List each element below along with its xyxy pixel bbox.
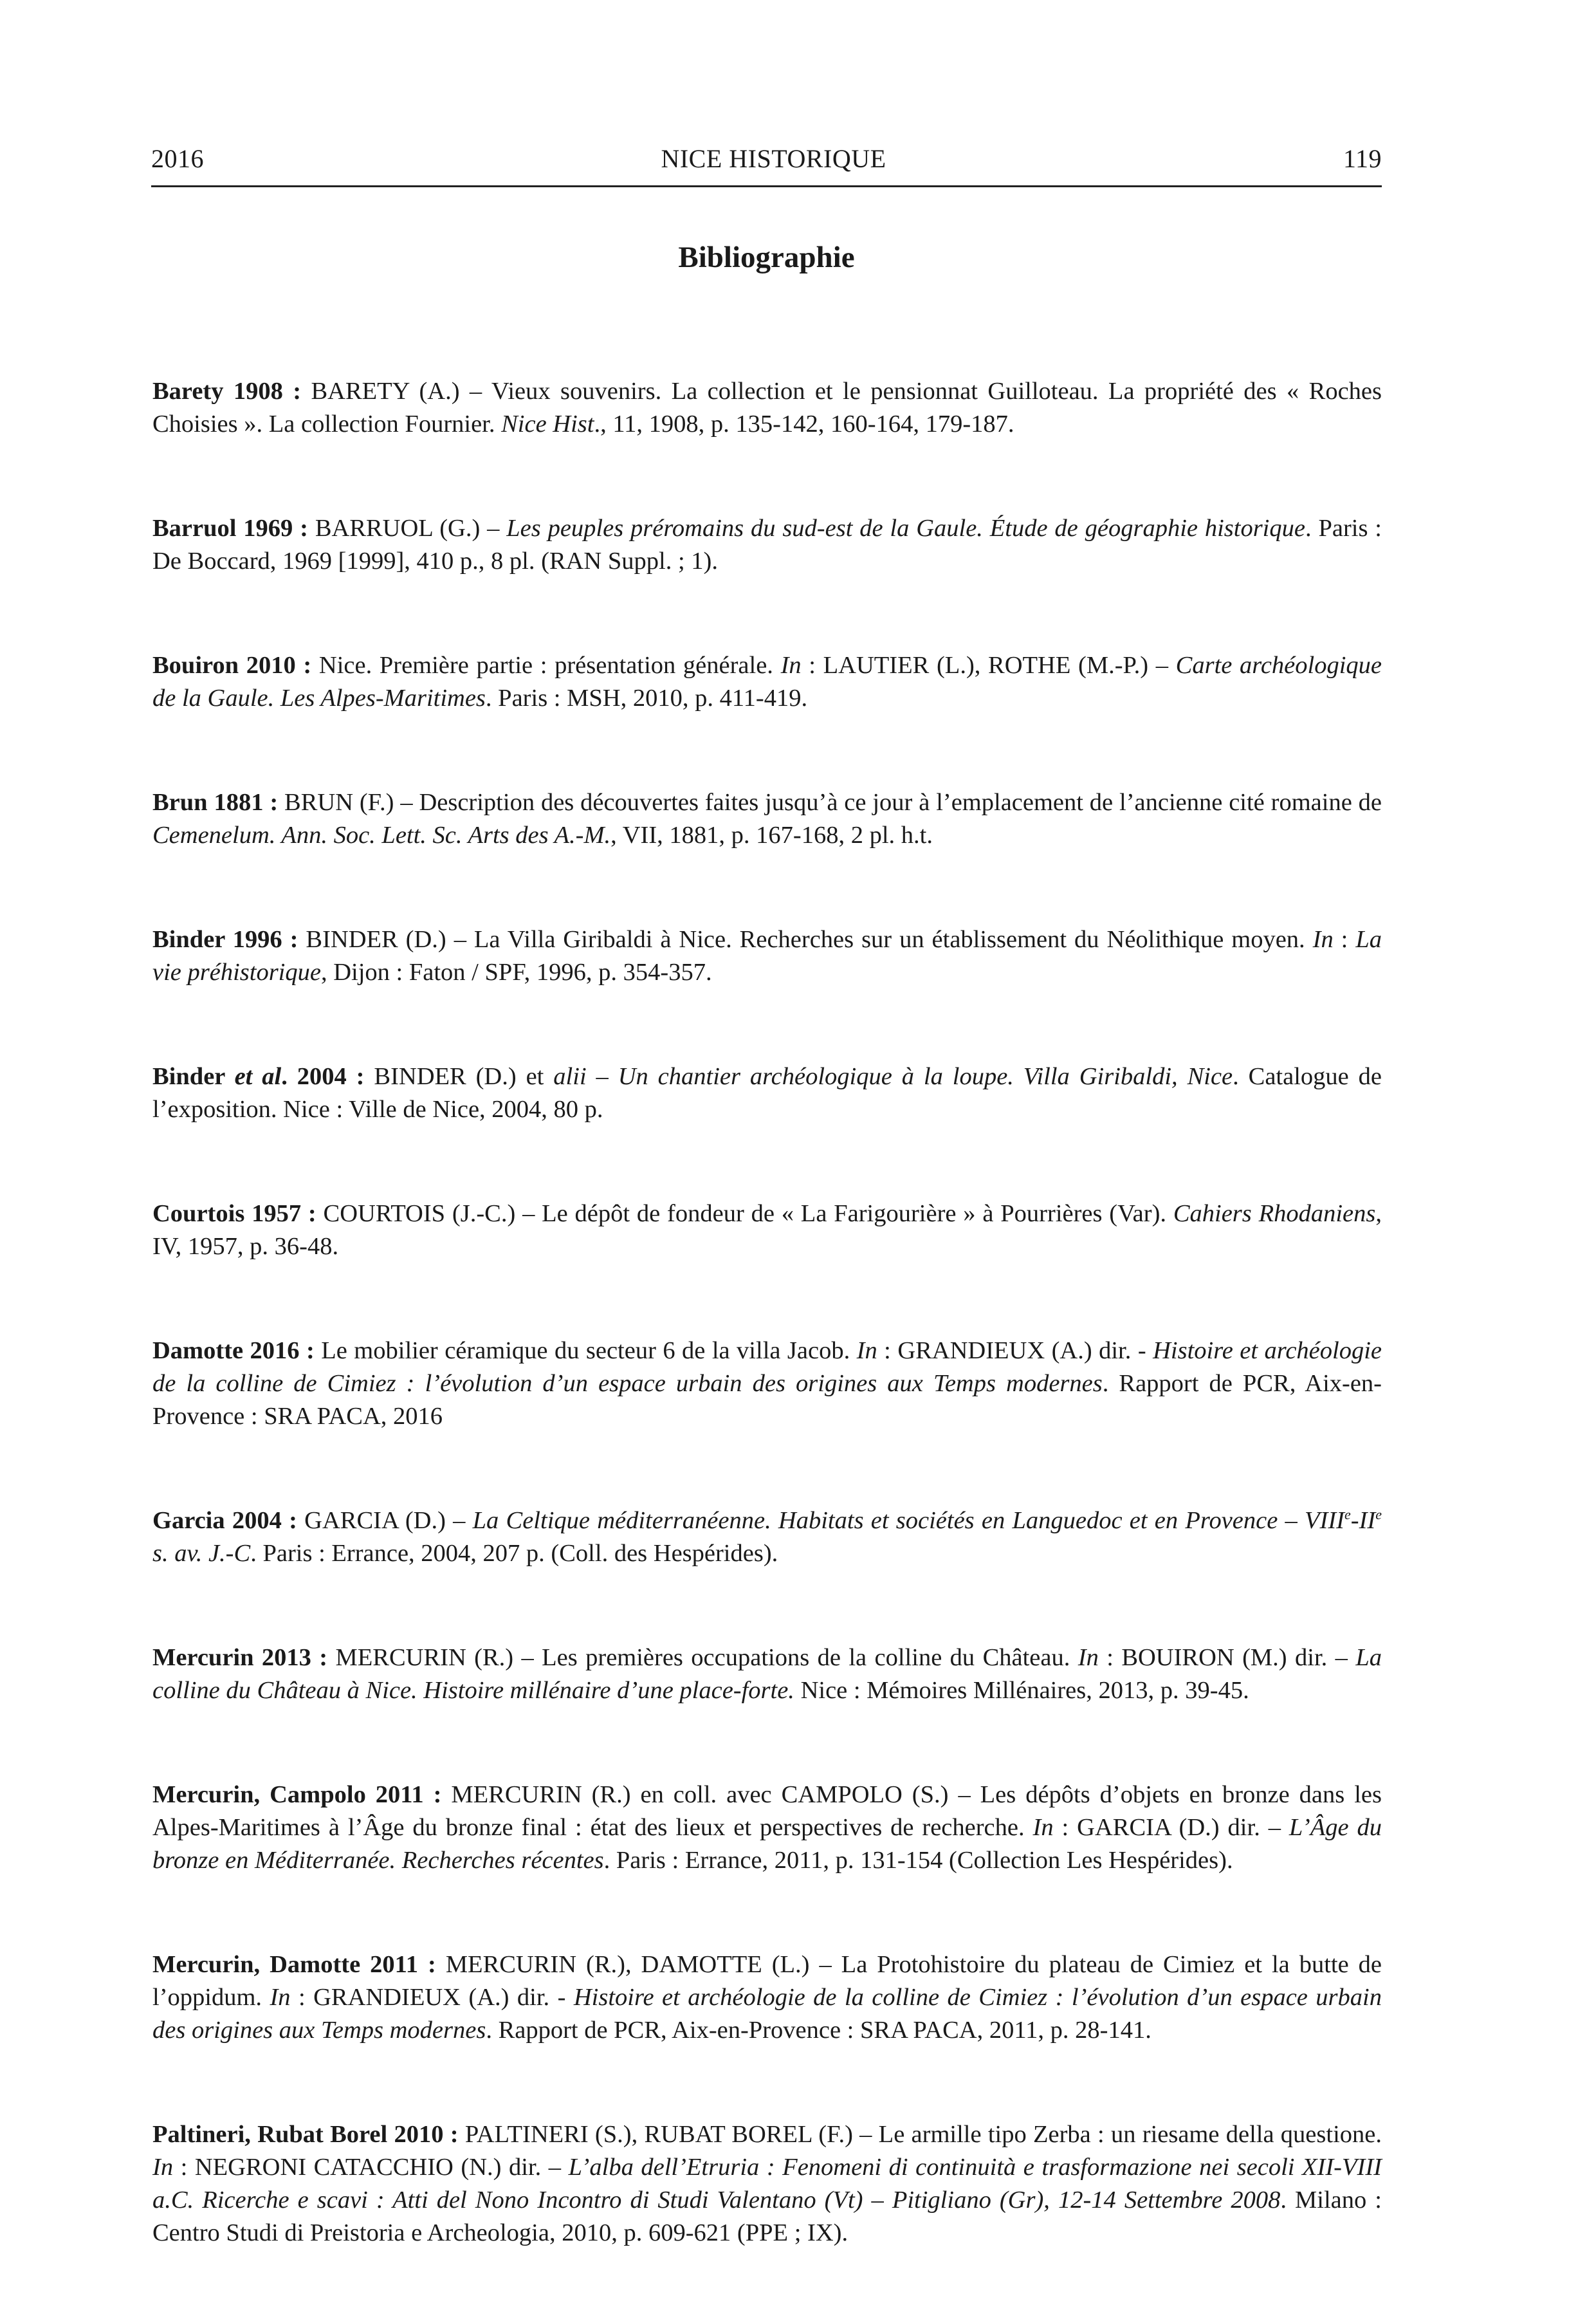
entry-key: Damotte 2016 : [152,1337,315,1364]
entry-italic-text: In [270,1984,291,2011]
entry-text: . Paris : Errance, 2004, 207 p. (Coll. des Hespérides). [250,1540,778,1567]
entry-text: . Catalogue de l’exposition. Nice : Ville de Nice, 2004, 80 p. [152,1063,1382,1123]
bibliography-entry [152,1197,1382,1263]
entry-text: : BOUIRON (M.) dir. – [1098,1644,1356,1671]
entry-key-italic: et al [234,1063,282,1090]
entry-italic-text: La Celtique méditerranéenne. Habitats et sociétés en Languedoc et en Provence – VIII [472,1507,1344,1534]
entry-italic-text: Cahiers Rhodaniens [1173,1200,1376,1227]
bibliography-entry [152,1060,1382,1126]
entry-italic-text: alii – Un chantier archéologique à la loupe. Villa Giribaldi, Nice [553,1063,1233,1090]
bibliography-entry [152,649,1382,715]
running-header [151,143,1382,187]
entry-key: Barety 1908 : [152,378,302,405]
section-title: Bibliographie [678,241,855,274]
entry-superscript: e [1375,1506,1382,1522]
entry-italic-text: In [152,2154,174,2181]
entry-key: Paltineri, Rubat Borel 2010 : [152,2121,459,2148]
entry-key: Courtois 1957 : [152,1200,316,1227]
bibliography-entry [152,1504,1382,1570]
entry-text: MERCURIN (R.) en coll. avec CAMPOLO (S.) – Les dépôts d’objets en bronze dans les Alpes-Maritimes à l’Âge du bronze final : état des lieux et perspectives de recherche. [152,1781,1382,1841]
entry-italic-text: Nice Hist [501,411,594,438]
entry-text: , VII, 1881, p. 167-168, 2 pl. h.t. [610,822,933,849]
entry-text: . Milano : Centro Studi di Preistoria e Archeologia, 2010, p. 609-621 (PPE ; IX). [152,2187,1382,2246]
entry-text: MERCURIN (R.), DAMOTTE (L.) – La Protohistoire du plateau de Cimiez et la butte de l’oppidum. [152,1951,1382,2011]
entry-italic-text: In [1312,926,1334,953]
entry-italic-text: Histoire et archéologie de la colline de Cimiez : l’évolution d’un espace urbain des origines aux Temps modernes [152,1337,1382,1397]
entry-text: . Paris : Errance, 2011, p. 131-154 (Collection Les Hespérides). [603,1847,1233,1874]
entry-italic-text: Les peuples préromains du sud-est de la Gaule. Étude de géographie historique [506,515,1305,542]
entry-italic-text: Carte archéologique de la Gaule. Les Alpes-Maritimes [152,652,1382,712]
entry-italic-text: In [1078,1644,1099,1671]
entry-text: BINDER (D.) – La Villa Giribaldi à Nice. Recherches sur un établissement du Néolithique moyen. [298,926,1313,953]
header-page-number: 119 [1343,144,1382,173]
entry-italic-text: In [1032,1814,1054,1841]
entry-italic-text: L’Âge du bronze en Méditerranée. Recherches récentes [152,1814,1382,1874]
entry-key: Binder [152,1063,235,1090]
entry-text: Le mobilier céramique du secteur 6 de la villa Jacob. [314,1337,857,1364]
entry-italic-text: s. av. J.-C [152,1540,251,1567]
entry-key: Mercurin 2013 : [152,1644,328,1671]
entry-text: Nice : Mémoires Millénaires, 2013, p. 39-45. [794,1677,1249,1704]
entry-text: Nice. Première partie : présentation générale. [311,652,781,679]
entry-italic-text: Histoire et archéologie de la colline de Cimiez : l’évolution d’un espace urbain des origines aux Temps modernes [152,1984,1382,2044]
entry-text: : GRANDIEUX (A.) dir. - [877,1337,1153,1364]
entry-key: Mercurin, Damotte 2011 : [152,1951,436,1978]
entry-key: Mercurin, Campolo 2011 : [152,1781,442,1808]
entry-text: . Rapport de PCR, Aix-en-Provence : SRA PACA, 2016 [152,1370,1382,1430]
entry-text: : LAUTIER (L.), ROTHE (M.-P.) – [801,652,1176,679]
entry-text: , IV, 1957, p. 36-48. [152,1200,1382,1260]
bibliography-entry [152,786,1382,852]
entry-text: GARCIA (D.) – [297,1507,473,1534]
entry-text: BARRUOL (G.) – [307,515,507,542]
entry-key: . 2004 : [281,1063,365,1090]
entry-italic-text: In [780,652,802,679]
entry-text: : GRANDIEUX (A.) dir. - [290,1984,574,2011]
bibliography-entry [152,2118,1382,2250]
entry-key: Bouiron 2010 : [152,652,312,679]
bibliography-entry [152,1335,1382,1433]
bibliography-entry [152,1641,1382,1707]
entry-key: Binder 1996 : [152,926,298,953]
entry-text: COURTOIS (J.-C.) – Le dépôt de fondeur de « La Farigourière » à Pourrières (Var). [316,1200,1173,1227]
bibliography-list [152,375,1382,2321]
entry-key: Garcia 2004 : [152,1507,297,1534]
header-year: 2016 [151,144,204,173]
entry-text: ., 11, 1908, p. 135-142, 160-164, 179-187. [594,411,1014,438]
entry-key: Barruol 1969 : [152,515,308,542]
entry-text: , Dijon : Faton / SPF, 1996, p. 354-357. [320,959,712,986]
entry-italic-text: In [856,1337,877,1364]
bibliography-entry [152,375,1382,441]
entry-text: MERCURIN (R.) – Les premières occupations de la colline du Château. [327,1644,1078,1671]
entry-text: . Rapport de PCR, Aix-en-Provence : SRA PACA, 2011, p. 28-141. [486,2017,1151,2044]
entry-text: : NEGRONI CATACCHIO (N.) dir. – [173,2154,569,2181]
bibliography-entry [152,1779,1382,1877]
entry-text: BRUN (F.) – Description des découvertes faites jusqu’à ce jour à l’emplacement de l’ancienne cité romaine de [278,789,1382,816]
entry-text: BINDER (D.) et [364,1063,554,1090]
entry-italic-text: La colline du Château à Nice. Histoire millénaire d’une place-forte. [152,1644,1382,1704]
entry-text: PALTINERI (S.), RUBAT BOREL (F.) – Le armille tipo Zerba : un riesame della questione. [458,2121,1382,2148]
entry-italic-text: Cemenelum. Ann. Soc. Lett. Sc. Arts des A.-M. [152,822,611,849]
entry-key: Brun 1881 : [152,789,279,816]
entry-text: : GARCIA (D.) dir. – [1053,1814,1289,1841]
entry-text: BARETY (A.) – Vieux souvenirs. La collection et le pensionnat Guilloteau. La propriété des « Roches Choisies ». La collection Fournier. [152,378,1382,438]
bibliography-entry [152,512,1382,578]
entry-italic-text: L’alba dell’Etruria : Fenomeni di continuità e trasformazione nei secoli XII-VIII a.C. Ricerche e scavi : Atti del Nono Incontro di Studi Valentano (Vt) – Pitigliano (Gr), 12-14 Settembre 2008 [152,2154,1382,2214]
entry-superscript: e [1344,1506,1351,1522]
bibliography-entry [152,1948,1382,2047]
entry-text: . Paris : De Boccard, 1969 [1999], 410 p., 8 pl. (RAN Suppl. ; 1). [152,515,1382,575]
entry-italic-text: La vie préhistorique [152,926,1382,986]
header-journal-title: NICE HISTORIQUE [661,144,886,173]
entry-text: : [1333,926,1356,953]
bibliography-entry [152,923,1382,989]
entry-italic-text: -II [1350,1507,1376,1534]
entry-text: . Paris : MSH, 2010, p. 411-419. [485,685,808,712]
